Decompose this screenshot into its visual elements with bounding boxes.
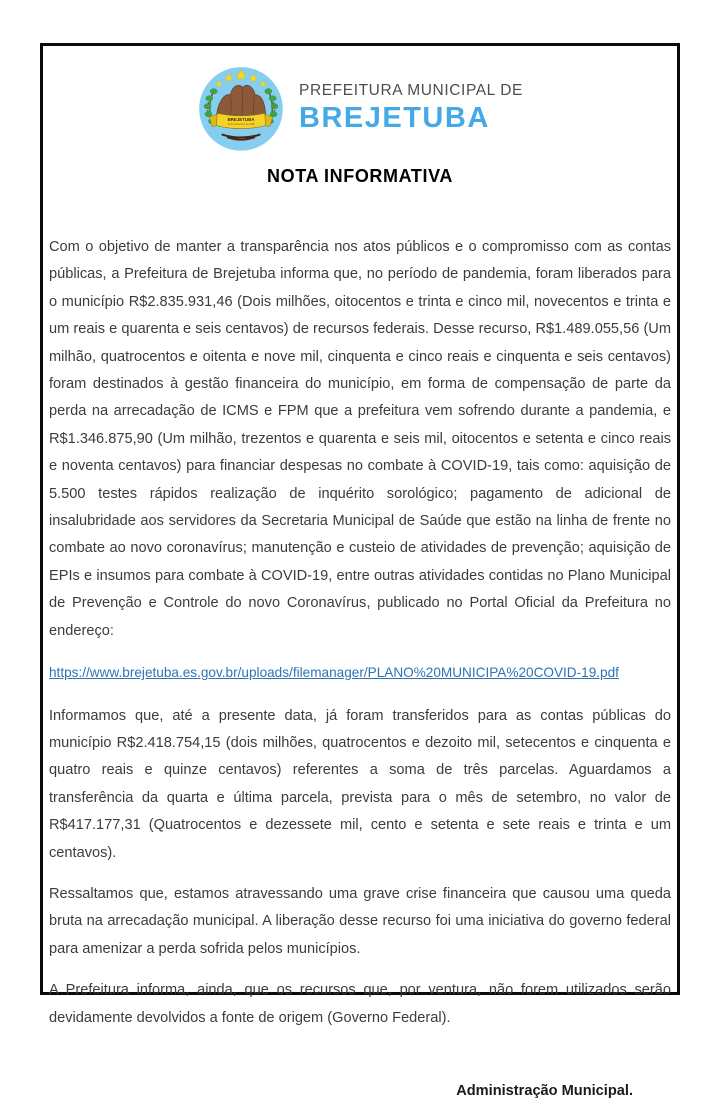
org-name-line2: BREJETUBA [299,101,490,134]
seal-banner-date: 15 de dezembro de 1995 [227,123,255,127]
signature-line: Administração Municipal. [456,1082,633,1099]
paragraph-recursos-liberados: Com o objetivo de manter a transparência nos atos públicos e o compromisso com as contas públicas, a Prefeitura de Brejetuba informa que, no período de pandemia, foram liberados para o município R$2.835.931,46 (Dois milhões, oitocentos e trinta e cinco mil, novecentos e trinta e um reais e quarenta e seis centavos) de recursos federais. Desse recurso, R$1.489.055,56 (Um milhão, quatrocentos e oitenta e nove mil, cinquenta e cinco reais e cinquenta e seis centavos) foram destinados à gestão financeira do município, em forma de compensação de parte da perda na arrecadação de ICMS e FPM que a prefeitura vem sofrendo durante a pandemia, e R$1.346.875,90 (Um milhão, trezentos e quarenta e seis mil, oitocentos e setenta e cinco reais e noventa centavos) para financiar despesas no combate à COVID-19, tais como: aquisição de 5.500 testes rápidos realização de inquérito sorológico; pagamento de adicional de insalubridade aos servidores da Secretaria Municipal de Saúde que estão na linha de frente no combate ao novo coronavírus; manutenção e custeio de atividades de prevenção; aquisição de EPIs e insumos para combate à COVID-19, entre outras atividades contidas no Plano Municipal de Prevenção e Controle do novo Coronavírus, publicado no Portal Oficial da Prefeitura no endereço: [49,239,671,639]
letterhead [49,64,671,152]
paragraph-devolucao-recursos: A Prefeitura informa, ainda, que os recursos que, por ventura, não forem utilizados serão devidamente devolvidos a fonte de origem (Governo Federal). [49,982,671,1026]
document-body [49,234,671,1105]
plano-municipal-link-line [49,659,671,687]
seal-banner-text: BREJETUBA [227,116,255,122]
plano-municipal-covid-link[interactable]: https://www.brejetuba.es.gov.br/uploads/filemanager/PLANO%20MUNICIPA%20COVID-19.pdf [49,665,619,681]
org-name [299,82,523,135]
page-title: NOTA INFORMATIVA [267,166,453,186]
municipal-seal-icon [197,64,285,152]
paragraph-parcelas-transferidas: Informamos que, até a presente data, já foram transferidos para as contas públicas do município R$2.418.754,15 (dois milhões, quatrocentos e dezoito mil, setecentos e cinquenta e quatro reais e quinze centavos) referentes a soma de três parcelas. Aguardamos a transferência da quarta e última parcela, prevista para o mês de setembro, no valor de R$417.177,31 (Quatrocentos e dezessete mil, cento e setenta e sete reais e trinta e um centavos). [49,707,671,861]
document-border [40,43,680,1099]
org-name-line1: PREFEITURA MUNICIPAL DE [299,81,523,99]
paragraph-crise-financeira: Ressaltamos que, estamos atravessando uma grave crise financeira que causou uma queda bruta na arrecadação municipal. A liberação desse recurso foi uma iniciativa do governo federal para amenizar a perda sofrida pelos municípios. [49,885,671,957]
